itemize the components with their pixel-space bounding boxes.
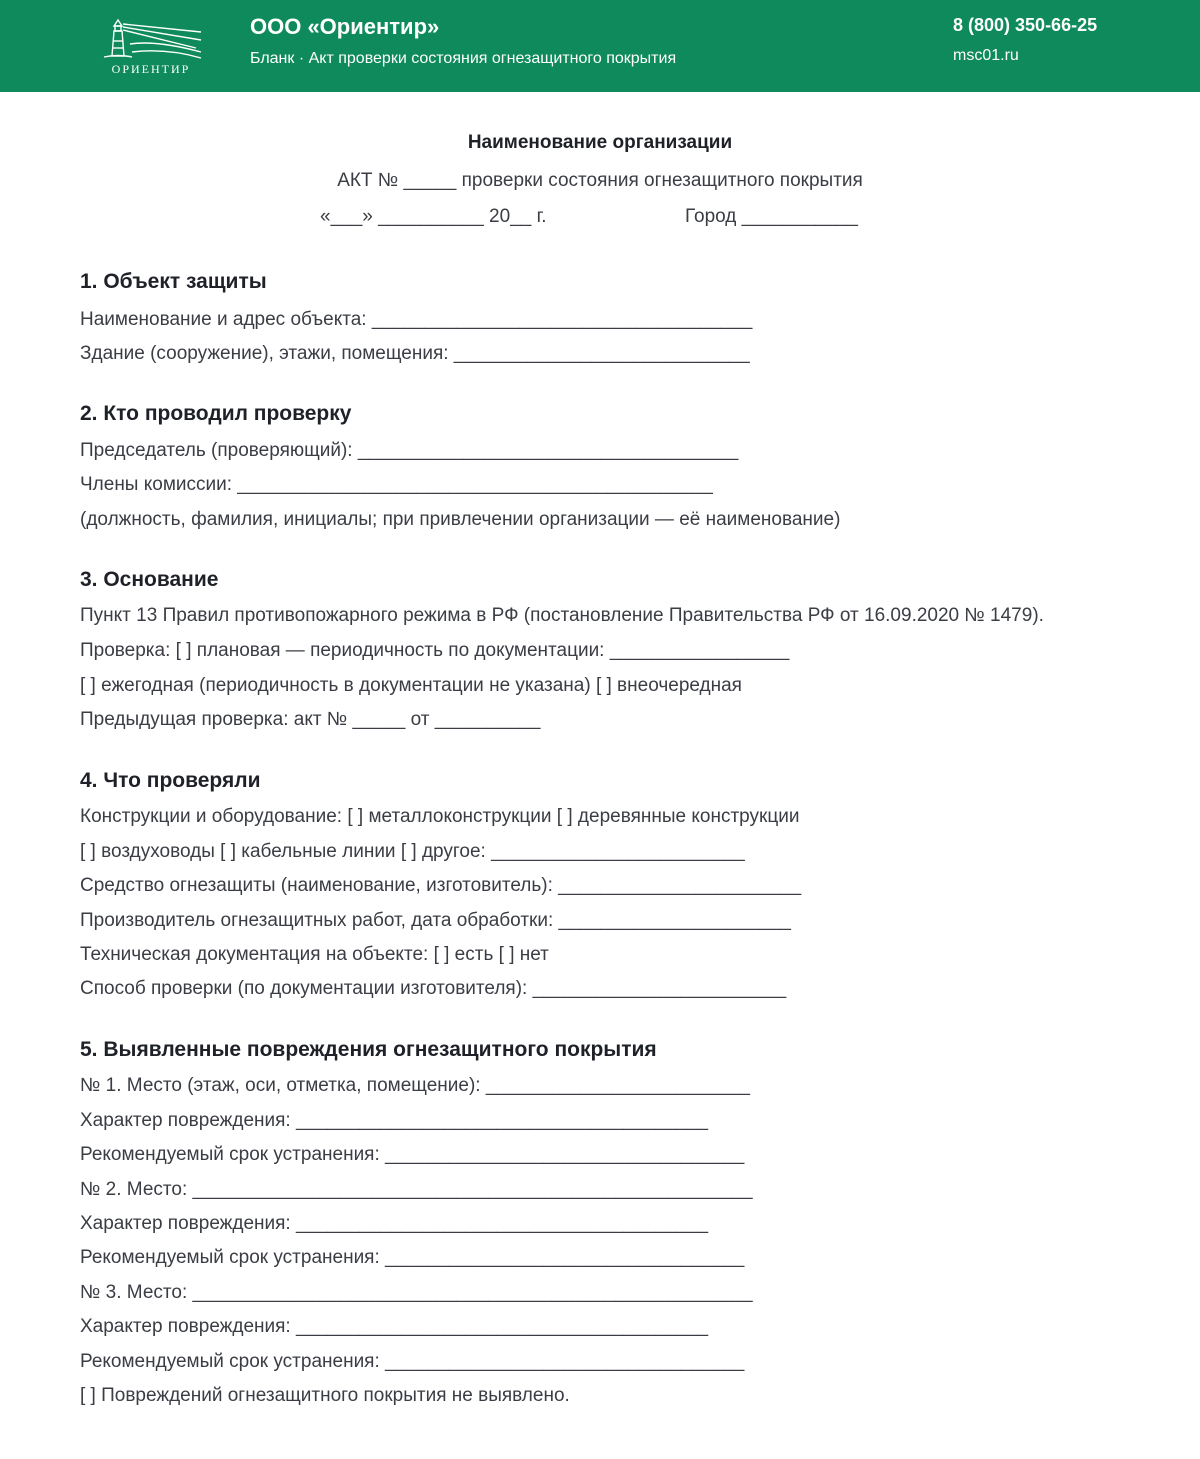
section-5-title: 5. Выявленные повреждения огнезащитного покрытия [80, 1038, 657, 1061]
s3-basis: Пункт 13 Правил противопожарного режима в РФ (постановление Правительства РФ от 16.09.2020 № 1479). [80, 605, 1044, 626]
lighthouse-icon [96, 14, 206, 64]
s3-annual-unscheduled: [ ] ежегодная (периодичность в документации не указана) [ ] внеочередная [80, 675, 742, 696]
s3-previous-check: Предыдущая проверка: акт № _____ от __________ [80, 709, 541, 730]
s2-chairman: Председатель (проверяющий): ____________________________________ [80, 440, 739, 461]
section-1-title: 1. Объект защиты [80, 270, 267, 293]
section-2-title: 2. Кто проводил проверку [80, 402, 352, 425]
s5-place-1: № 1. Место (этаж, оси, отметка, помещение): _________________________ [80, 1075, 751, 1096]
s5-deadline-1: Рекомендуемый срок устранения: __________________________________ [80, 1144, 745, 1165]
s5-no-damage: [ ] Повреждений огнезащитного покрытия не выявлено. [80, 1385, 570, 1406]
section-3-title: 3. Основание [80, 568, 219, 591]
s3-planned-check: Проверка: [ ] плановая — периодичность по документации: _________________ [80, 640, 790, 661]
logo-text: ОРИЕНТИР [111, 62, 191, 76]
company-name: ООО «Ориентир» [250, 14, 440, 39]
s2-commission-members: Члены комиссии: _____________________________________________ [80, 474, 713, 495]
s1-object-name-address: Наименование и адрес объекта: ____________________________________ [80, 309, 753, 330]
section-4-title: 4. Что проверяли [80, 769, 261, 792]
form-title: Бланк · Акт проверки состояния огнезащитного покрытия [250, 50, 677, 67]
s4-ducts-cables: [ ] воздуховоды [ ] кабельные линии [ ] другое: ________________________ [80, 841, 745, 862]
organization-name: Наименование организации [467, 132, 733, 153]
s4-constructions: Конструкции и оборудование: [ ] металлоконструкции [ ] деревянные конструкции [80, 806, 800, 827]
s5-place-2: № 2. Место: _____________________________________________________ [80, 1179, 753, 1200]
act-city: Город ___________ [685, 206, 858, 227]
s4-contractor-date: Производитель огнезащитных работ, дата обработки: ______________________ [80, 910, 791, 931]
s1-building-floors: Здание (сооружение), этажи, помещения: ____________________________ [80, 343, 750, 364]
s2-note: (должность, фамилия, инициалы; при привлечении организации — её наименование) [80, 509, 841, 530]
s4-tech-docs: Техническая документация на объекте: [ ] есть [ ] нет [80, 944, 549, 965]
s4-check-method: Способ проверки (по документации изготовителя): ________________________ [80, 978, 787, 999]
site-link[interactable]: msc01.ru [953, 47, 1019, 64]
s5-damage-1: Характер повреждения: _______________________________________ [80, 1110, 709, 1131]
act-title: АКТ № _____ проверки состояния огнезащитного покрытия [337, 170, 863, 191]
act-date: «___» __________ 20__ г. [320, 206, 547, 227]
phone-link[interactable]: 8 (800) 350-66-25 [953, 15, 1098, 35]
s5-damage-2: Характер повреждения: _______________________________________ [80, 1213, 709, 1234]
s4-fire-protection-agent: Средство огнезащиты (наименование, изготовитель): _______________________ [80, 875, 802, 896]
lighthouse-logo [96, 14, 206, 80]
s5-deadline-2: Рекомендуемый срок устранения: __________________________________ [80, 1247, 745, 1268]
s5-place-3: № 3. Место: _____________________________________________________ [80, 1282, 753, 1303]
s5-damage-3: Характер повреждения: _______________________________________ [80, 1316, 709, 1337]
s5-deadline-3: Рекомендуемый срок устранения: __________________________________ [80, 1351, 745, 1372]
header-bar [0, 0, 1200, 92]
